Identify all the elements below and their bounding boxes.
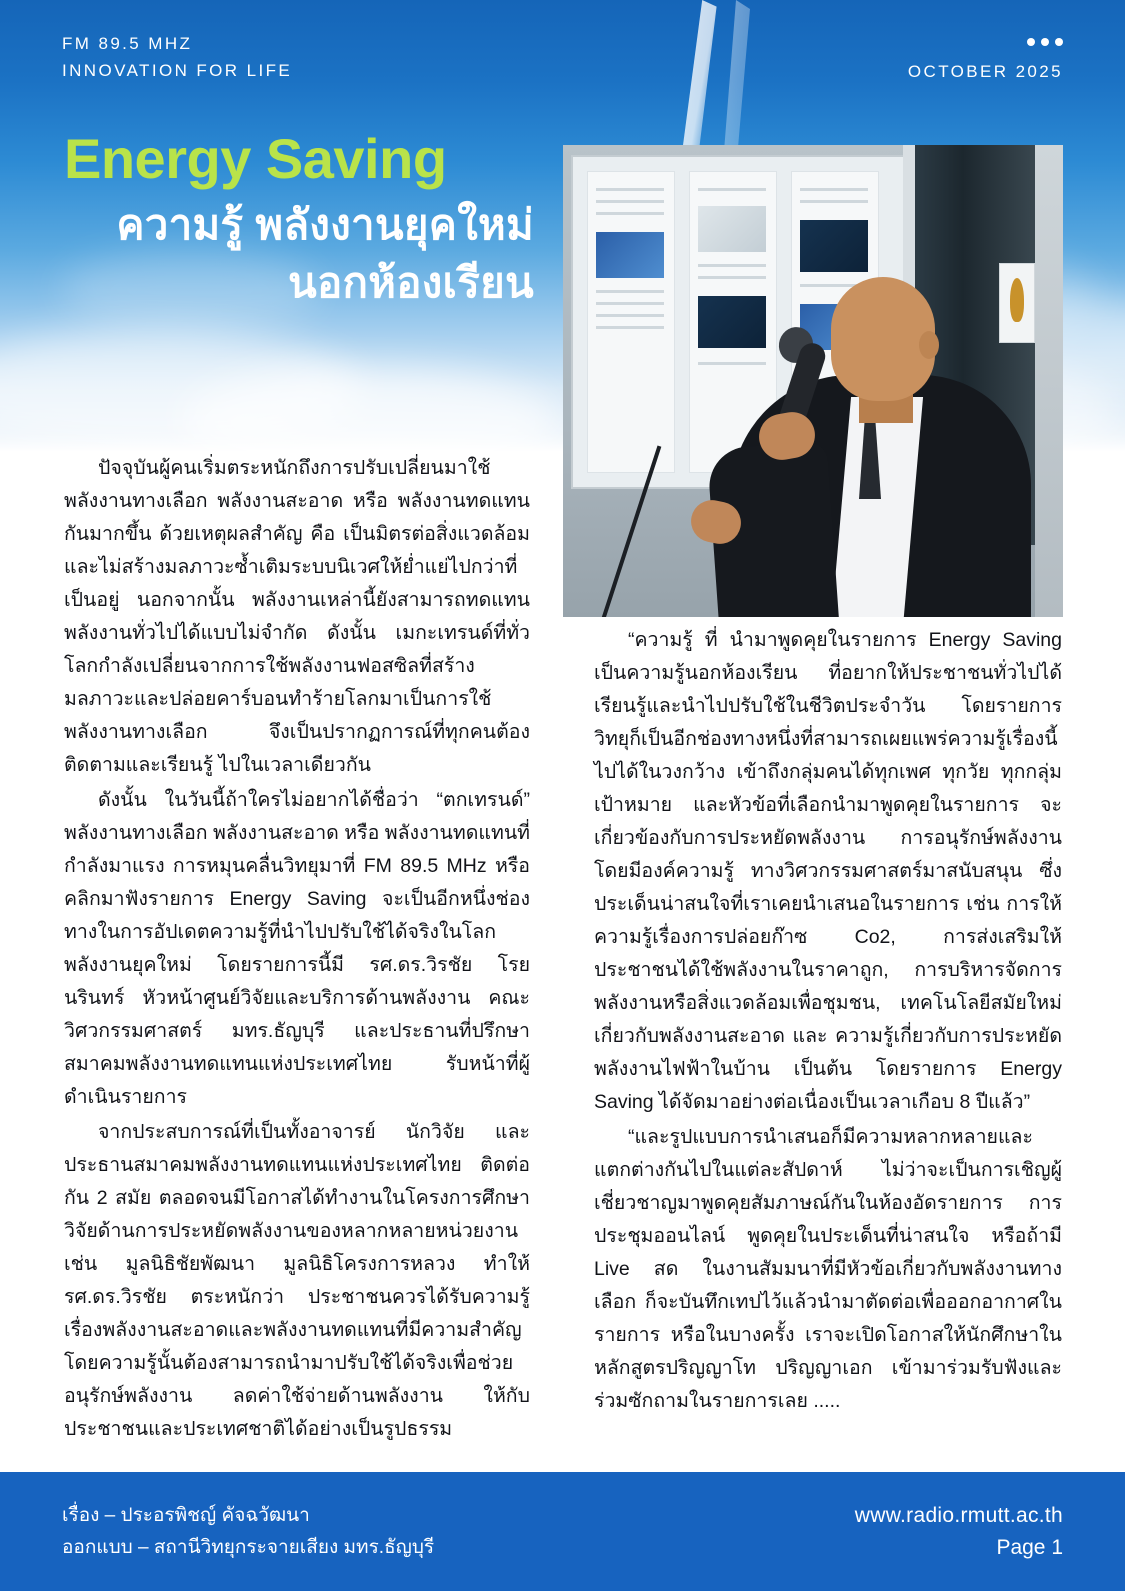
article-body (0, 452, 1125, 1472)
paragraph: “และรูปแบบการนำเสนอก็มีความหลากหลายและแตกต่างกันไปในแต่ละสัปดาห์ ไม่ว่าจะเป็นการเชิญผู้เชี่ยวชาญมาพูดคุยสัมภาษณ์กันในห้องอัดรายการ การประชุมออนไลน์ พูดคุยในประเด็นที่น่าสนใจ หรือถ้ามี Live สด ในงานสัมมนาที่มีหัวข้อเกี่ยวกับพลังงานทางเลือก ก็จะบันทึกเทปไว้แล้วนำมาตัดต่อเพื่อออกอากาศในรายการ หรือในบางครั้ง เราจะเปิดโอกาสให้นักศึกษาในหลักสูตรปริญญาโท ปริญญาเอก เข้ามาร่วมรับฟังและร่วมซักถามในรายการเลย ..... (594, 1126, 1062, 1412)
paragraph: ปัจจุบันผู้คนเริ่มตระหนักถึงการปรับเปลี่ยนมาใช้พลังงานทางเลือก พลังงานสะอาด หรือ พลังงานทดแทนกันมากขึ้น ด้วยเหตุผลสำคัญ คือ เป็นมิตรต่อสิ่งแวดล้อมและไม่สร้างมลภาวะซ้ำเติมระบบนิเวศให้ย่ำแย่ไปกว่าที่เป็นอยู่ นอกจากนั้น พลังงานเหล่านี้ยังสามารถทดแทนพลังงานทั่วไปได้แบบไม่จำกัด ดังนั้น เมกะเทรนด์ที่ทั่วโลกกำลังเปลี่ยนจากการใช้พลังงานฟอสซิลที่สร้างมลภาวะและปล่อยคาร์บอนทำร้ายโลกมาเป็นการใช้พลังงานทางเลือก จึงเป็นปรากฏการณ์ที่ทุกคนต้องติดตามและเรียนรู้ ไปในเวลาเดียวกัน (64, 457, 530, 776)
photo-wall-plaque (999, 263, 1035, 343)
page-footer (0, 1472, 1125, 1591)
footer-credits (62, 1500, 434, 1564)
poster-column (587, 171, 675, 473)
dots-decoration-icon (1027, 38, 1063, 46)
credit-writer: เรื่อง – ประอรพิชญ์ คัจฉวัฒนา (62, 1505, 310, 1526)
masthead (62, 30, 292, 84)
paragraph: ดังนั้น ในวันนี้ถ้าใครไม่อยากได้ชื่อว่า “ตกเทรนด์” พลังงานทางเลือก พลังงานสะอาด หรือ พลังงานทดแทนที่กำลังมาแรง การหมุนคลื่นวิทยุมาที่ FM 89.5 MHz หรือคลิกมาฟังรายการ Energy Saving จะเป็นอีกหนึ่งช่องทางในการอัปเดตความรู้ที่นำไปปรับใช้ได้จริงในโลกพลังงานยุคใหม่ โดยรายการนี้มี รศ.ดร.วิรชัย โรยนรินทร์ หัวหน้าศูนย์วิจัยและบริการด้านพลังงาน คณะวิศวกรรมศาสตร์ มทร.ธัญบุรี และประธานที่ปรึกษาสมาคมพลังงานทดแทนแห่งประเทศไทย รับหน้าที่ผู้ดำเนินรายการ (64, 789, 530, 1108)
photo-speaker-ear (919, 331, 939, 359)
credit-designer: ออกแบบ – สถานีวิทยุกระจายเสียง มทร.ธัญบุรี (62, 1537, 435, 1558)
paragraph: “ความรู้ ที่ นำมาพูดคุยในรายการ Energy Saving เป็นความรู้นอกห้องเรียน ที่อยากให้ประชาชนทั่วไปได้เรียนรู้และนำไปปรับใช้ในชีวิตประจำวัน โดยรายการวิทยุก็เป็นอีกช่องทางหนึ่งที่สามารถเผยแพร่ความรู้เรื่องนี้ไปได้ในวงกว้าง เข้าถึงกลุ่มคนได้ทุกเพศ ทุกวัย ทุกกลุ่มเป้าหมาย และหัวข้อที่เลือกนำมาพูดคุยในรายการ จะเกี่ยวข้องกับการประหยัดพลังงาน การอนุรักษ์พลังงาน โดยมีองค์ความรู้ ทางวิศวกรรมศาสตร์มาสนับสนุน ซึ่งประเด็นน่าสนใจที่เราเคยนำเสนอในรายการ เช่น การให้ความรู้เรื่องการปล่อยก๊าซ Co2, การส่งเสริมให้ประชาชนได้ใช้พลังงานในราคาถูก, การบริหารจัดการพลังงานหรือสิ่งแวดล้อมเพื่อชุมชน, เทคโนโลยีสมัยใหม่เกี่ยวกับพลังงานสะอาด และ ความรู้เกี่ยวกับการประหยัดพลังงานไฟฟ้าในบ้าน เป็นต้น โดยรายการ Energy Saving ได้จัดมาอย่างต่อเนื่องเป็นเวลาเกือบ 8 ปีแล้ว” (594, 629, 1062, 1113)
article-column-right (594, 624, 1062, 1418)
headline-thai-line1: ความรู้ พลังงานยุคใหม่ (116, 201, 534, 248)
page-number: Page 1 (996, 1536, 1063, 1559)
headline-thai-line2: นอกห้องเรียน (287, 259, 534, 306)
article-column-left (64, 452, 530, 1446)
issue-date: OCTOBER 2025 (907, 62, 1063, 81)
station-tagline: INNOVATION FOR LIFE (62, 61, 293, 80)
footer-meta (855, 1500, 1063, 1564)
station-name: FM 89.5 MHZ (62, 34, 193, 53)
headline-english: Energy Saving (64, 127, 447, 190)
paragraph: จากประสบการณ์ที่เป็นทั้งอาจารย์ นักวิจัย และประธานสมาคมพลังงานทดแทนแห่งประเทศไทย ติดต่อกัน 2 สมัย ตลอดจนมีโอกาสได้ทำงานในโครงการศึกษาวิจัยด้านการประหยัดพลังงานของหลากหลายหน่วยงาน เช่น มูลนิธิชัยพัฒนา มูลนิธิโครงการหลวง ทำให้ รศ.ดร.วิรชัย ตระหนักว่า ประชาชนควรได้รับความรู้เรื่องพลังงานสะอาดและพลังงานทดแทนที่มีความสำคัญ โดยความรู้นั้นต้องสามารถนำมาปรับใช้ได้จริงเพื่อช่วยอนุรักษ์พลังงาน ลดค่าใช้จ่ายด้านพลังงาน ให้กับประชาชนและประเทศชาติได้อย่างเป็นรูปธรรม (64, 1121, 530, 1440)
website-link[interactable]: www.radio.rmutt.ac.th (854, 1504, 1063, 1527)
headline-thai (64, 196, 534, 312)
